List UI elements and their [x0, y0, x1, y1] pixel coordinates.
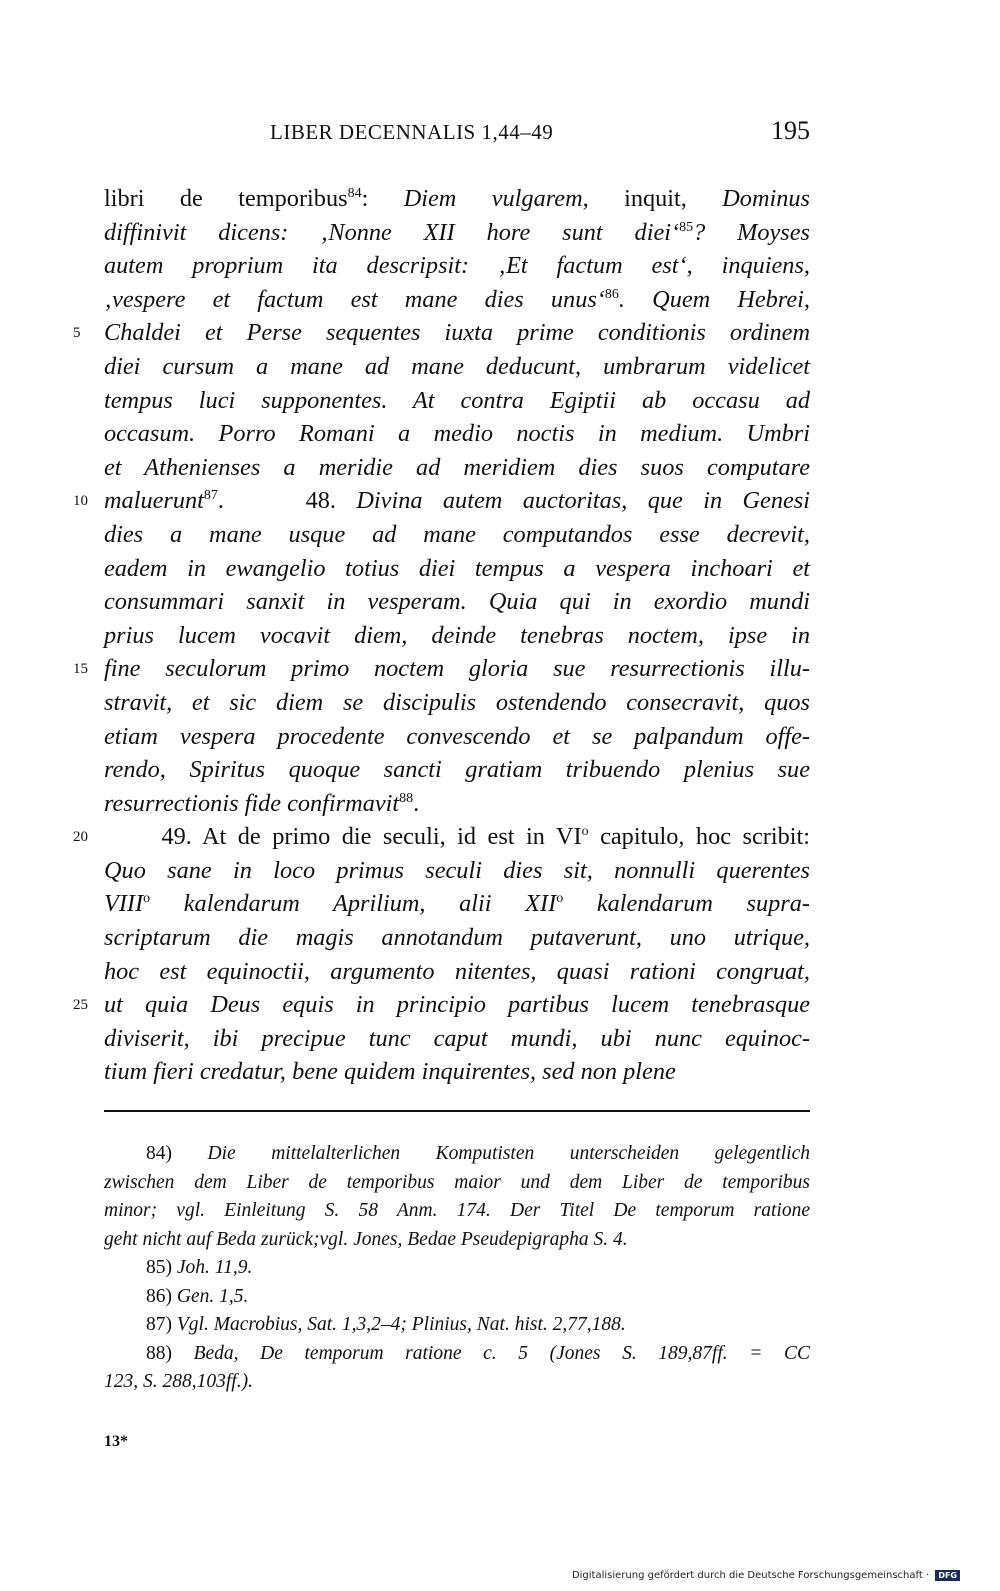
text-line: occasum. Porro Romani a medio noctis in medium. Umbri: [104, 420, 810, 448]
text-line: libri de temporibus$^{84}$: Diem vulgarem, inquit, Dominus: [104, 185, 811, 212]
footnote-line: 84) Die mittelalterlichen Komputisten unterscheiden gelegentlich: [146, 1143, 810, 1164]
line-number: 15: [73, 661, 88, 678]
footnote-line: zwischen dem Liber de temporibus maior und dem Liber de temporibus: [104, 1171, 810, 1193]
footnote-84: [104, 1140, 810, 1254]
page-number: 195: [771, 116, 810, 145]
running-header: [270, 116, 810, 156]
text-line: diei cursum a mane ad mane deducunt, umbrarum videlicet: [104, 352, 810, 380]
text-line: Chaldei et Perse sequentes iuxta prime conditionis ordinem 5: [104, 316, 810, 350]
footnote-line: 87) Vgl. Macrobius, Sat. 1,3,2–4; Plinius, Nat. hist. 2,77,188.: [146, 1314, 626, 1335]
digitization-credit-text: Digitalisierung gefördert durch die Deutsche Forschungsgemeinschaft ·: [571, 1570, 930, 1581]
text-line: dies a mane usque ad mane computandos esse decrevit,: [104, 520, 810, 548]
footnote-line: 88) Beda, De temporum ratione c. 5 (Jones S. 189,87ff. = CC: [146, 1342, 811, 1364]
text-line: tempus luci supponentes. At contra Egiptii ab occasu ad: [104, 386, 810, 414]
footnotes-block: [104, 1140, 810, 1397]
text-line: fine seculorum primo noctem gloria sue resurrectionis illu- 15: [104, 652, 810, 686]
footnote-line: minor; vgl. Einleitung S. 58 Anm. 174. Der Titel De temporum ratione: [104, 1200, 810, 1221]
digitization-credit: [572, 1570, 960, 1581]
text-line: stravit, et sic diem se discipulis ostendendo consecravit, quos: [104, 688, 810, 716]
footnote-85: [104, 1254, 810, 1283]
footnote-line: geht nicht auf Beda zurück;vgl. Jones, Bedae Pseudepigrapha S. 4.: [104, 1228, 628, 1250]
text-line: maluerunt$^{87}$. 48. Divina autem auctoritas, que in Genesi 10: [104, 484, 810, 518]
running-title: LIBER DECENNALIS 1,44–49: [270, 120, 554, 144]
text-line: rendo, Spiritus quoque sancti gratiam tribuendo plenius sue: [104, 756, 810, 784]
text-line: VIII$^o$ kalendarum Aprilium, alii XII$^o$ kalendarum supra-: [104, 890, 810, 918]
main-text-block: [73, 182, 811, 1089]
dfg-logo-icon: DFG: [935, 1570, 960, 1581]
text-line: hoc est equinoctii, argumento nitentes, quasi rationi congruat,: [104, 957, 810, 985]
text-line: 49. At de primo die seculi, id est in $VI^o$ capitulo, hoc scribit: 20: [104, 820, 810, 854]
footnote-line: 86) Gen. 1,5.: [146, 1285, 249, 1307]
line-number: 25: [73, 997, 88, 1014]
text-line: eadem in ewangelio totius diei tempus a vespera inchoari et: [104, 554, 810, 582]
footnote-line: 85) Joh. 11,9.: [146, 1257, 253, 1278]
footnote-88: [104, 1340, 810, 1397]
text-line: tium fieri credatur, bene quidem inquirentes, sed non plene: [104, 1058, 676, 1086]
line-number: 20: [73, 829, 88, 846]
text-line: ‚vespere et factum est mane dies unus‘$^{86}$. Quem Hebrei,: [104, 285, 810, 313]
footnote-separator-rule: [104, 1110, 810, 1112]
line-number: 10: [73, 493, 88, 510]
text-line: diffinivit dicens: ‚Nonne XII hore sunt diei‘$^{85}$? Moyses: [104, 218, 811, 246]
text-line: scriptarum die magis annotandum putaverunt, uno utrique,: [104, 924, 810, 952]
footnote-line: 123, S. 288,103ff.).: [104, 1371, 253, 1392]
text-line: autem proprium ita descripsit: ‚Et factum est‘, inquiens,: [104, 252, 810, 280]
text-line: etiam vespera procedente convescendo et se palpandum offe-: [104, 722, 810, 750]
text-line: prius lucem vocavit diem, deinde tenebras noctem, ipse in: [104, 621, 810, 649]
text-line: ut quia Deus equis in principio partibus lucem tenebrasque 25: [104, 988, 810, 1022]
text-line: et Athenienses a meridie ad meridiem dies suos computare: [104, 453, 810, 481]
line-number: 5: [73, 325, 81, 342]
footnote-86: [104, 1283, 810, 1312]
text-line: diviserit, ibi precipue tunc caput mundi, ubi nunc equinoc-: [104, 1024, 810, 1052]
footnote-87: [104, 1311, 810, 1340]
text-line: consummari sanxit in vesperam. Quia qui in exordio mundi: [104, 588, 810, 616]
text-line: Quo sane in loco primus seculi dies sit, nonnulli querentes: [104, 856, 810, 884]
text-line: resurrectionis fide confirmavit$^{88}$.: [104, 789, 420, 817]
signature-mark: 13*: [104, 1433, 128, 1450]
